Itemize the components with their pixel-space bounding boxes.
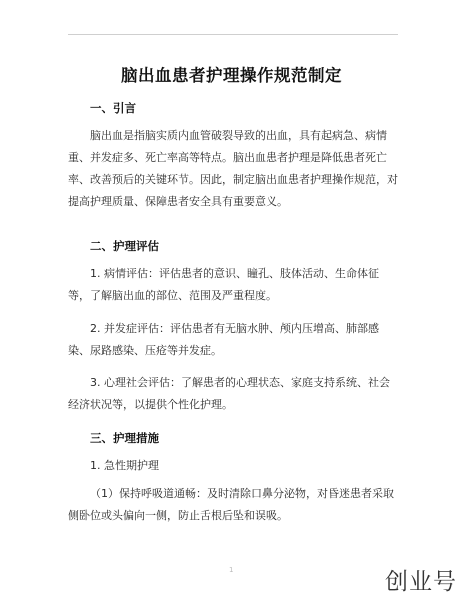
paragraph-condition-assessment: 1. 病情评估：评估患者的意识、瞳孔、肢体活动、生命体征等，了解脑出血的部位、范围及严重程度。 [68, 267, 379, 302]
top-divider [68, 34, 398, 35]
paragraph-airway-care: （1）保持呼吸道通畅：及时清除口鼻分泌物，对昏迷患者采取侧卧位或头偏向一侧，防止舌根后坠和误吸。 [68, 487, 394, 522]
paragraph-introduction: 脑出血是指脑实质内血管破裂导致的出血，具有起病急、病情重、并发症多、死亡率高等特点。脑出血患者护理是降低患者死亡率、改善预后的关键环节。因此，制定脑出血患者护理操作规范，对提高护理质量、保障患者安全具有重要意义。 [68, 129, 398, 208]
page-mark: 1 [229, 566, 234, 574]
section-heading-measures: 三、护理措施 [90, 431, 159, 445]
paragraph-acute-phase: 1. 急性期护理 [90, 459, 159, 472]
section-heading-introduction: 一、引言 [90, 101, 136, 115]
section-heading-assessment: 二、护理评估 [90, 239, 159, 253]
watermark-logo: 创业号 [385, 569, 457, 595]
paragraph-complication-assessment: 2. 并发症评估：评估患者有无脑水肿、颅内压增高、肺部感染、尿路感染、压疮等并发症。 [68, 322, 379, 357]
paragraph-psychosocial-assessment: 3. 心理社会评估：了解患者的心理状态、家庭支持系统、社会经济状况等，以提供个性化护理。 [68, 376, 390, 411]
document-title: 脑出血患者护理操作规范制定 [121, 66, 342, 85]
